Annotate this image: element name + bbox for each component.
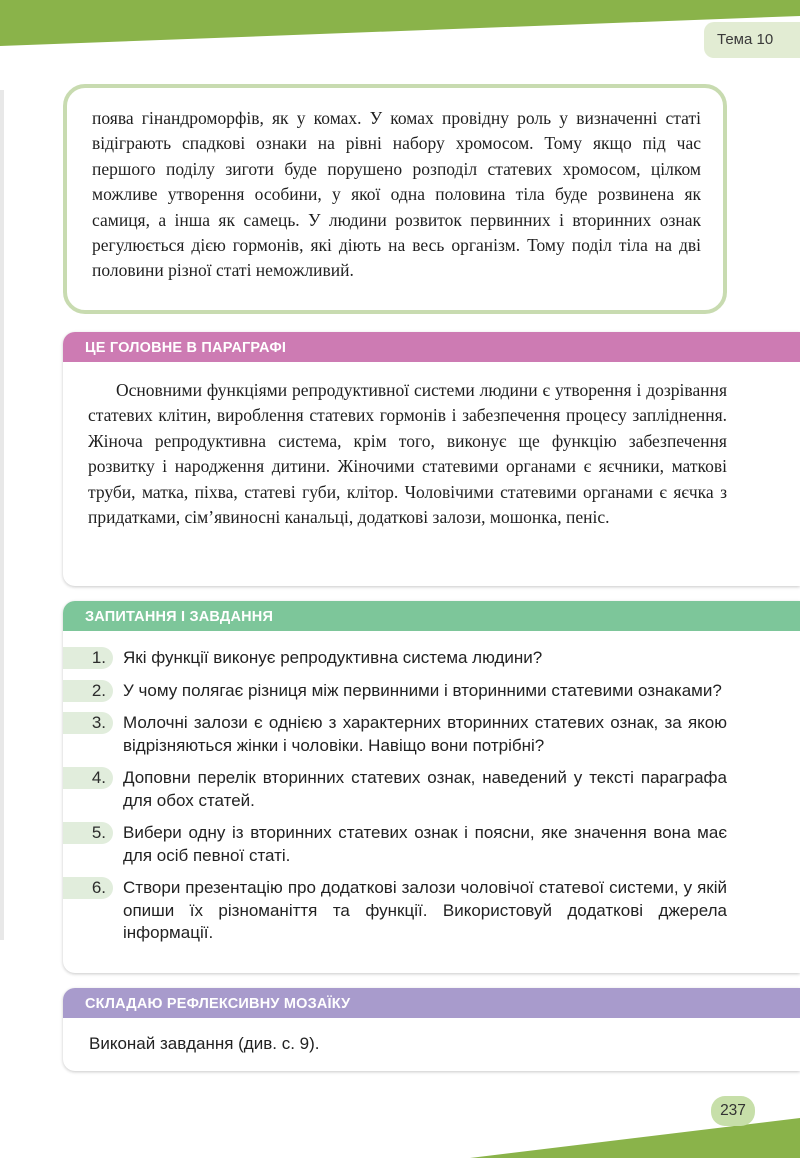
- question-item-2: [63, 680, 800, 703]
- question-text: Молочні залози є однією з характерних вторинних статевих ознак, за якою відрізняються жінки і чоловіки. Навіщо вони потрібні?: [123, 713, 727, 755]
- question-number: 1.: [63, 647, 113, 669]
- question-number: 5.: [63, 822, 113, 844]
- questions-section: [63, 601, 800, 973]
- questions-list: [63, 631, 800, 945]
- question-item-6: [63, 877, 800, 945]
- top-green-band: [0, 0, 800, 60]
- reflection-header: СКЛАДАЮ РЕФЛЕКСИВНУ МОЗАЇКУ: [63, 988, 800, 1018]
- reflection-section: [63, 988, 800, 1071]
- summary-text: Основними функціями репродуктивної системи людини є утворення і дозрівання статевих клітин, вироблення статевих гормонів і забезпечення процесу запліднення. Жіноча репродуктивна система, крім того, виконує ще функцію забезпечення розвитку і народження дитини. Жіночими статевими органами є яєчники, маткові труби, матка, піхва, статеві губи, клітор. Чоловічими статевими органами є яєчка з придатками, сім’явиносні канальці, додаткові залози, мошонка, пеніс.: [88, 380, 727, 528]
- question-item-3: [63, 712, 800, 757]
- question-text: У чому полягає різниця між первинними і вторинними статевими ознаками?: [123, 680, 722, 700]
- question-text: Вибери одну із вторинних статевих ознак і поясни, яке значення вона має для осіб певної статі.: [123, 823, 727, 865]
- intro-text-box: [63, 84, 727, 314]
- question-number: 3.: [63, 712, 113, 734]
- intro-text: поява гінандроморфів, як у комах. У комах провідну роль у визначенні статі відіграють спадкові ознаки на рівні набору хромосом. Тому якщо під час першого поділу зиготи буде порушено розподіл статевих хромосом, цілком можливе утворення особини, у якої одна половина тіла буде розвинена як самиця, а інша як самець. У людини розвиток первинних і вторинних ознак регулюється дією гормонів, які діють на весь організм. Тому поділ тіла на дві половини різної статі неможливий.: [92, 108, 701, 281]
- page-left-edge: [0, 90, 4, 940]
- questions-header: ЗАПИТАННЯ І ЗАВДАННЯ: [63, 601, 800, 631]
- question-number: 2.: [63, 680, 113, 702]
- summary-header: ЦЕ ГОЛОВНЕ В ПАРАГРАФІ: [63, 332, 800, 362]
- question-number: 6.: [63, 877, 113, 899]
- question-text: Які функції виконує репродуктивна система людини?: [123, 648, 543, 667]
- question-item-1: [63, 647, 800, 670]
- topic-label: Тема 10: [704, 22, 800, 58]
- question-text: Доповни перелік вторинних статевих ознак, наведений у тексті параграфа для обох статей.: [123, 768, 727, 810]
- question-item-5: [63, 822, 800, 867]
- reflection-text: Виконай завдання (див. с. 9).: [89, 1034, 320, 1053]
- summary-section: [63, 332, 800, 586]
- question-number: 4.: [63, 767, 113, 789]
- question-item-4: [63, 767, 800, 812]
- page-number: 237: [711, 1096, 755, 1126]
- question-text: Створи презентацію про додаткові залози чоловічої статевої системи, у якій опиши їх різноманіття та функції. Використовуй додаткові джерела інформації.: [123, 878, 727, 942]
- bottom-green-band: [0, 1098, 800, 1158]
